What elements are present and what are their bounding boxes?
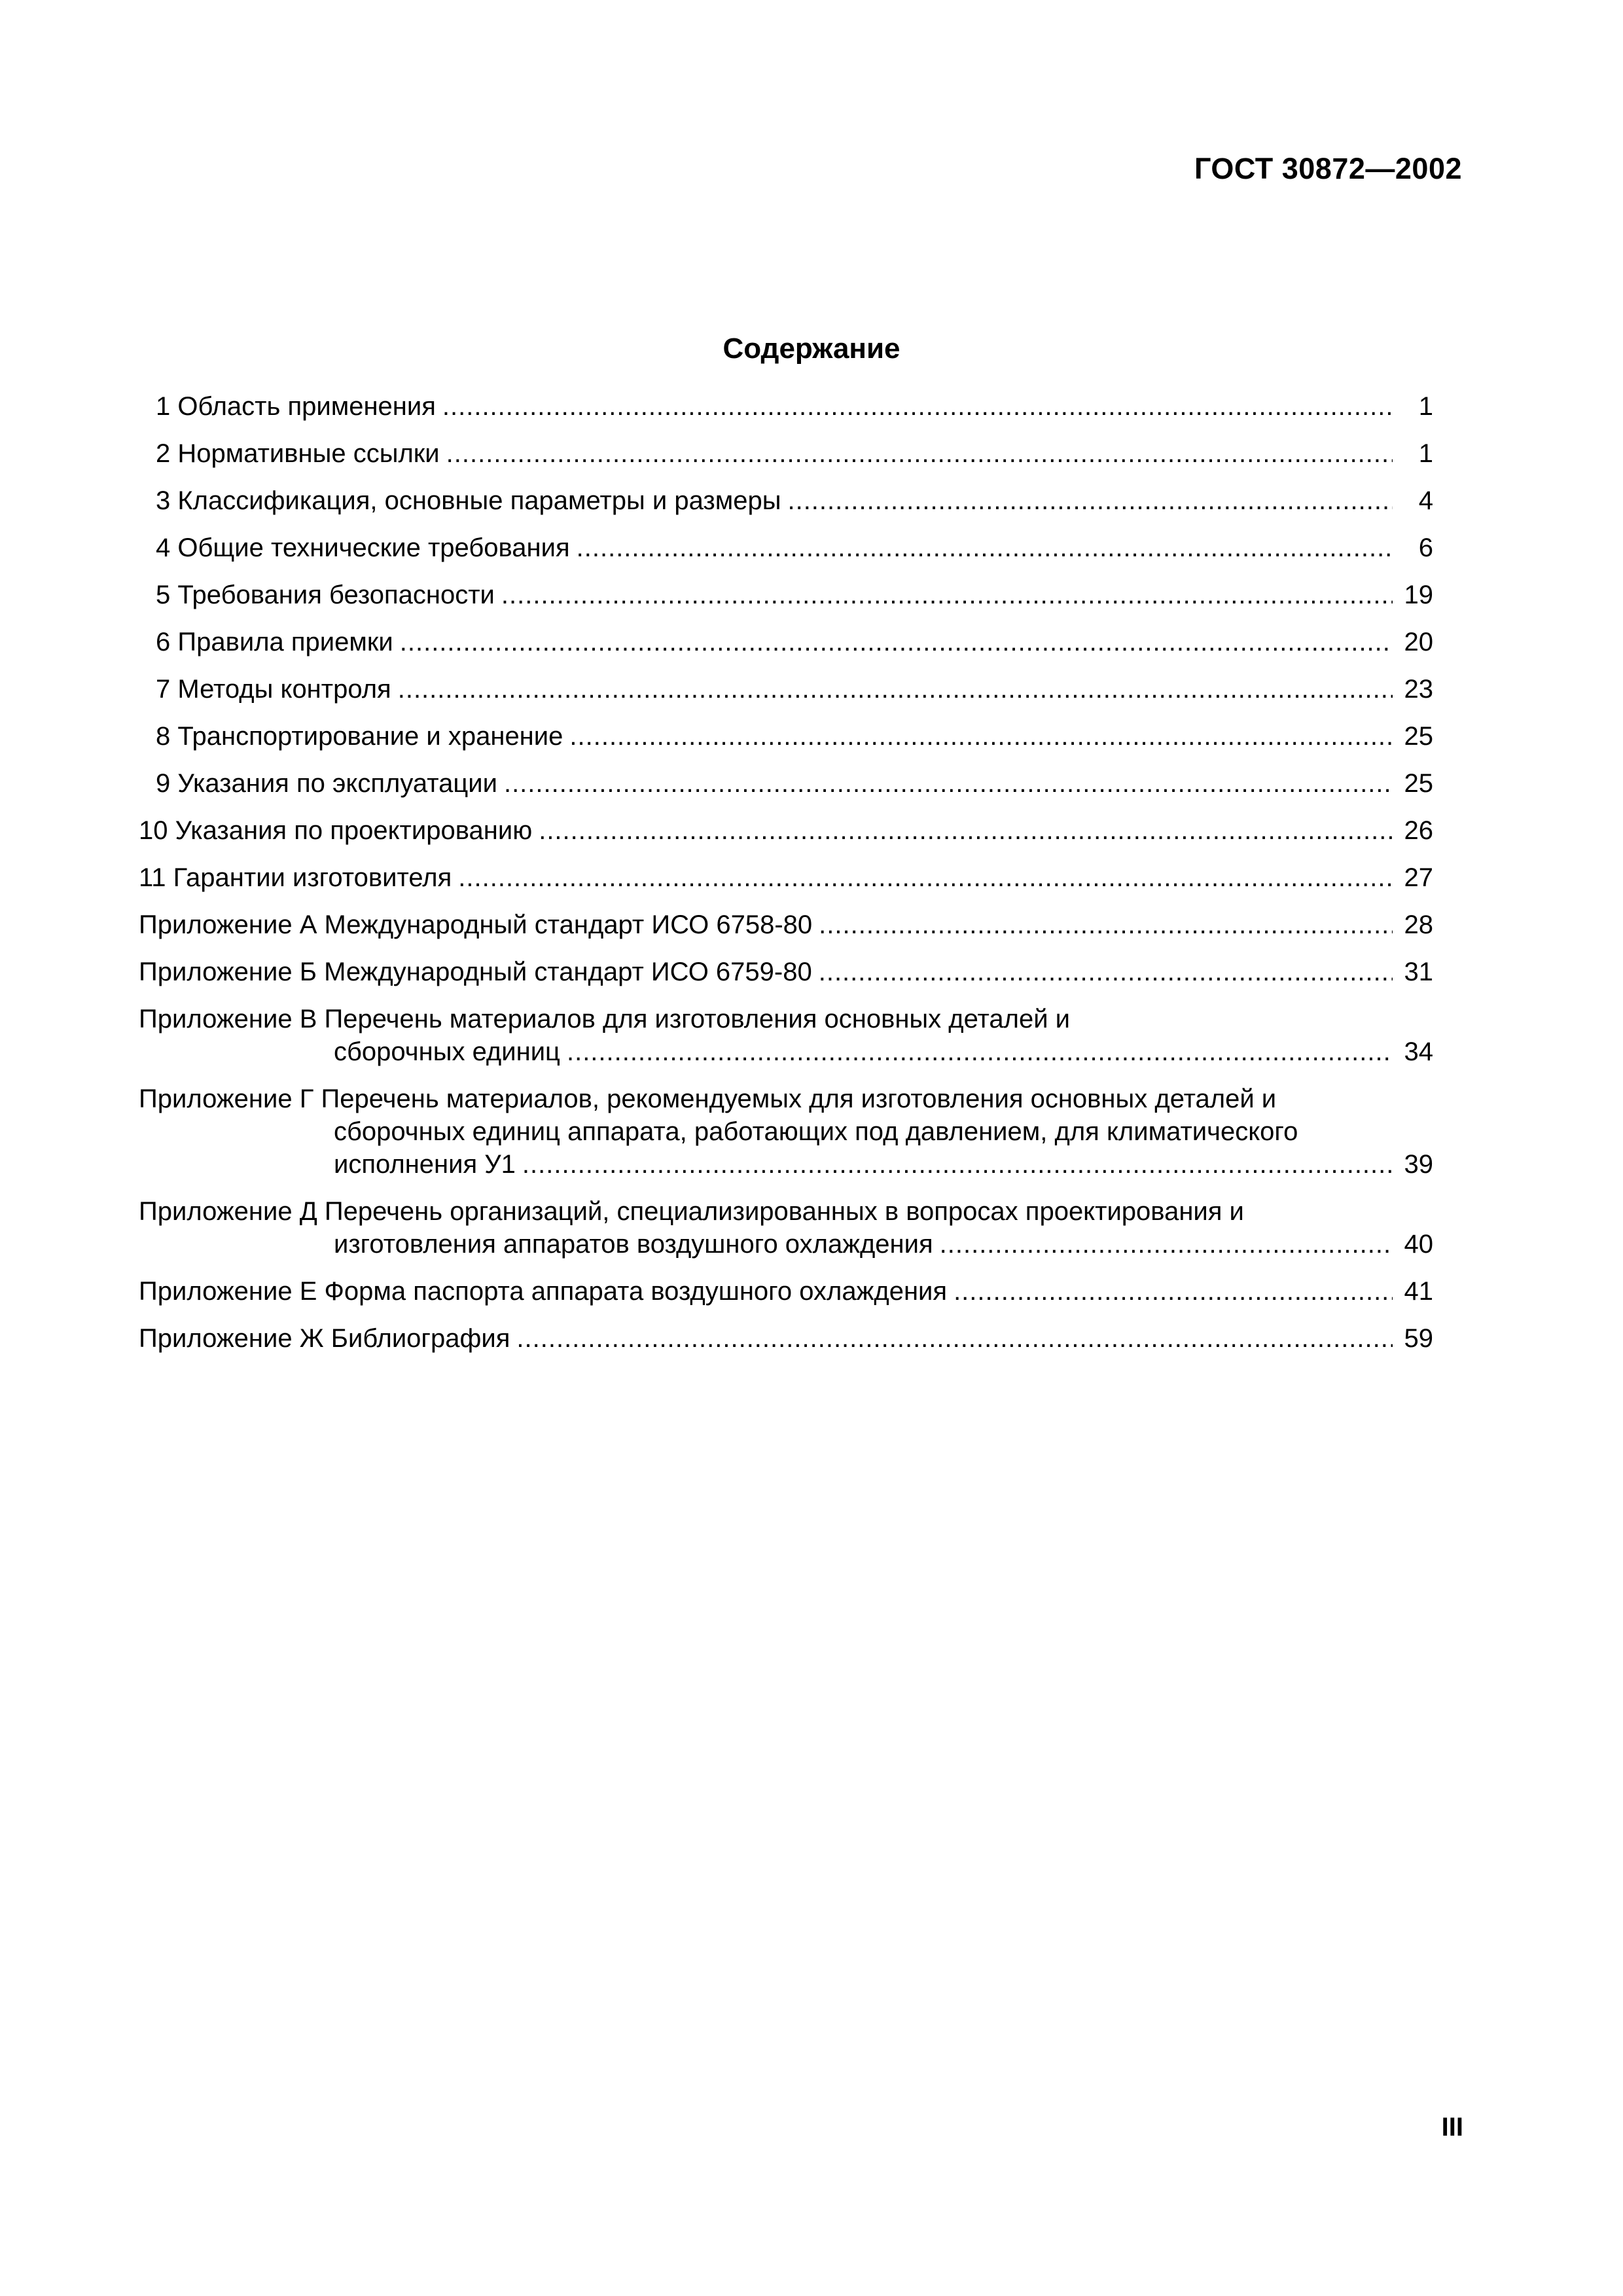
toc-entry-page: 39 [1404, 1150, 1433, 1179]
dot-leader [940, 1228, 1393, 1261]
dot-leader [787, 484, 1393, 517]
toc-entry-label: сборочных единиц [334, 1037, 560, 1066]
toc-entry-label: 2 Нормативные ссылки [156, 439, 440, 468]
toc-entry-page: 19 [1404, 581, 1433, 609]
dot-leader [567, 1035, 1393, 1068]
toc-entry-page: 1 [1418, 439, 1433, 468]
toc-entry-label: Приложение Е Форма паспорта аппарата воздушного охлаждения [139, 1277, 948, 1306]
dot-leader [442, 390, 1393, 423]
toc-entry-label: Приложение Б Международный стандарт ИСО 6759-80 [139, 958, 812, 986]
toc-entry-label: 5 Требования безопасности [156, 581, 495, 609]
toc-entry[interactable] [139, 1322, 1433, 1355]
dot-leader [504, 767, 1393, 800]
dot-leader [819, 956, 1393, 988]
toc-entry-page: 23 [1404, 675, 1433, 704]
toc-entry-page: 25 [1404, 769, 1433, 798]
toc-entry[interactable] [139, 531, 1433, 564]
toc-entry-label: Приложение Д Перечень организаций, специализированных в вопросах проектирования и [139, 1197, 1244, 1226]
toc-entry-label: сборочных единиц аппарата, работающих под давлением, для климатического [334, 1117, 1298, 1146]
toc-entry-label: изготовления аппаратов воздушного охлаждения [334, 1230, 933, 1259]
toc-entry-page: 27 [1404, 863, 1433, 892]
dot-leader [446, 437, 1393, 470]
toc-entry-label: 6 Правила приемки [156, 628, 393, 656]
toc-entry-page: 59 [1404, 1324, 1433, 1353]
toc-title: Содержание [722, 332, 901, 365]
toc-entry[interactable] [139, 767, 1433, 800]
toc-entry[interactable] [139, 390, 1433, 423]
toc-entry-label: исполнения У1 [334, 1150, 516, 1179]
toc-entry[interactable] [139, 1275, 1433, 1308]
table-of-contents [139, 390, 1433, 1369]
toc-entry[interactable] [139, 579, 1433, 611]
toc-entry-label: 7 Методы контроля [156, 675, 391, 704]
toc-entry[interactable] [139, 1195, 1433, 1261]
toc-entry-page: 1 [1418, 392, 1433, 421]
toc-entry[interactable] [139, 861, 1433, 894]
dot-leader [539, 814, 1393, 847]
toc-entry[interactable] [139, 626, 1433, 658]
toc-entry-page: 6 [1418, 533, 1433, 562]
dot-leader [577, 531, 1393, 564]
toc-entry-label: 1 Область применения [156, 392, 436, 421]
toc-entry-page: 20 [1404, 628, 1433, 656]
toc-entry-page: 41 [1404, 1277, 1433, 1306]
toc-entry-page: 40 [1404, 1230, 1433, 1259]
toc-entry[interactable] [139, 814, 1433, 847]
toc-entry[interactable] [139, 720, 1433, 753]
dot-leader [398, 673, 1393, 706]
dot-leader [458, 861, 1393, 894]
dot-leader [400, 626, 1393, 658]
toc-entry[interactable] [139, 673, 1433, 706]
toc-entry-label: 9 Указания по эксплуатации [156, 769, 497, 798]
toc-entry-page: 34 [1404, 1037, 1433, 1066]
toc-entry-page: 25 [1404, 722, 1433, 751]
toc-entry[interactable] [139, 484, 1433, 517]
toc-entry-label: Приложение Ж Библиография [139, 1324, 510, 1353]
dot-leader [501, 579, 1393, 611]
toc-entry[interactable] [139, 908, 1433, 941]
toc-entry-label: 3 Классификация, основные параметры и размеры [156, 486, 781, 515]
page-number: III [1441, 2113, 1463, 2142]
toc-entry[interactable] [139, 437, 1433, 470]
toc-entry[interactable] [139, 1003, 1433, 1068]
toc-entry-label: 10 Указания по проектированию [139, 816, 533, 845]
toc-entry[interactable] [139, 1083, 1433, 1181]
dot-leader [516, 1322, 1393, 1355]
document-code: ГОСТ 30872—2002 [1194, 152, 1462, 185]
dot-leader [954, 1275, 1393, 1308]
toc-entry-label: 4 Общие технические требования [156, 533, 570, 562]
toc-entry-label: 11 Гарантии изготовителя [139, 863, 452, 892]
toc-entry-page: 26 [1404, 816, 1433, 845]
toc-entry-label: Приложение А Международный стандарт ИСО 6758-80 [139, 910, 813, 939]
dot-leader [522, 1148, 1393, 1181]
toc-entry-page: 28 [1404, 910, 1433, 939]
toc-entry-label: Приложение Г Перечень материалов, рекомендуемых для изготовления основных деталей и [139, 1085, 1277, 1113]
toc-entry-label: Приложение В Перечень материалов для изготовления основных деталей и [139, 1005, 1071, 1033]
toc-entry-page: 4 [1418, 486, 1433, 515]
toc-entry[interactable] [139, 956, 1433, 988]
toc-entry-page: 31 [1404, 958, 1433, 986]
dot-leader [819, 908, 1393, 941]
toc-entry-label: 8 Транспортирование и хранение [156, 722, 563, 751]
dot-leader [569, 720, 1393, 753]
